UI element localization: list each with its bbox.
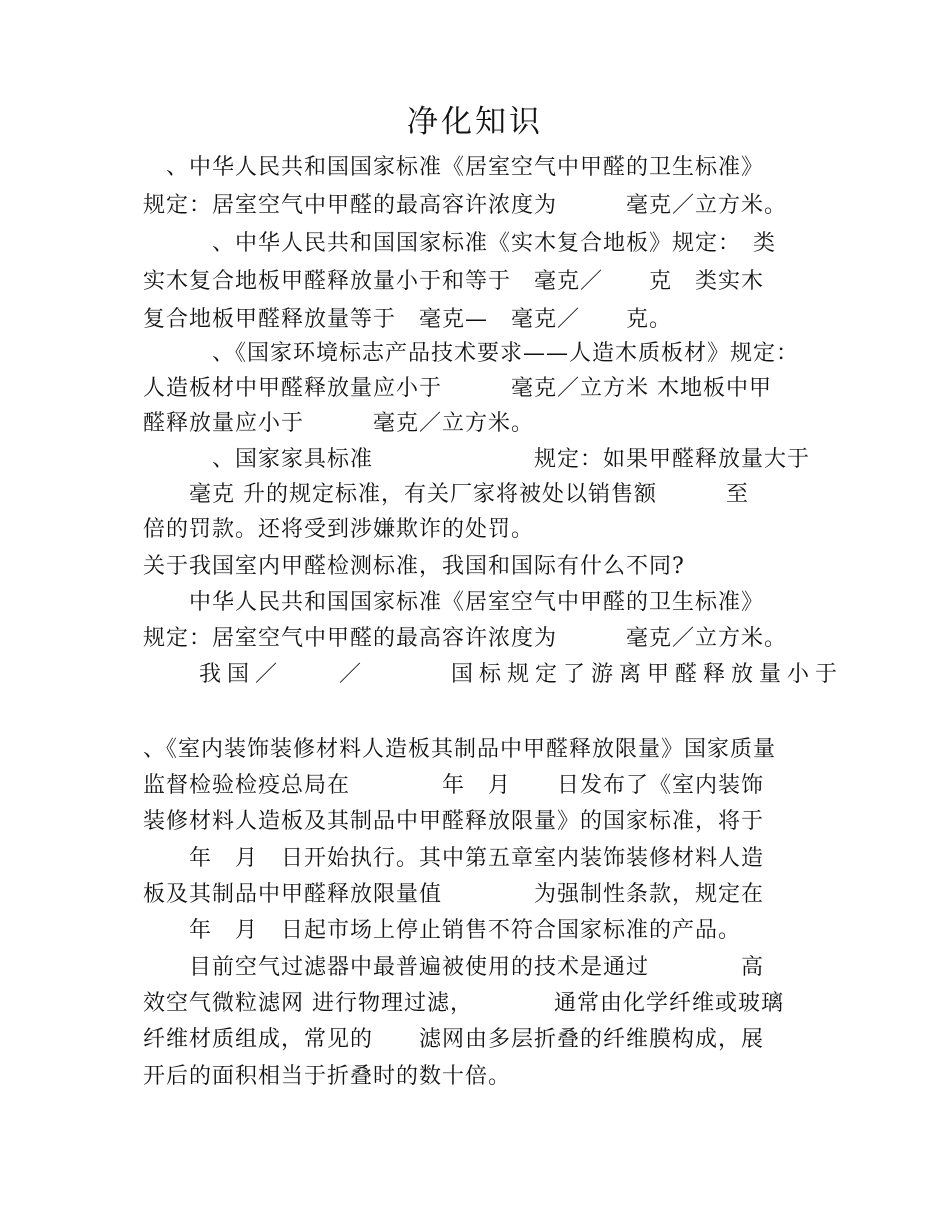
text-line: 我国／ ／ 国标规定了游离甲醛释放量小于 — [143, 662, 844, 687]
text-line: 效空气微粒滤网 进行物理过滤， 通常由化学纤维或玻璃 — [143, 991, 784, 1016]
text-line: 板及其制品中甲醛释放限量值 为强制性条款，规定在 — [143, 882, 765, 907]
text-line: 实木复合地板甲醛释放量小于和等于 毫克／ 克 类实木 — [143, 269, 765, 294]
text-line: 规定：居室空气中甲醛的最高容许浓度为 毫克／立方米。 — [143, 626, 788, 651]
text-line: 醛释放量应小于 毫克／立方米。 — [143, 411, 535, 436]
text-line: 关于我国室内甲醛检测标准，我国和国际有什么不同? — [143, 554, 685, 579]
text-line: 毫克 升的规定标准，有关厂家将被处以销售额 至 — [143, 482, 749, 507]
text-line: 规定：居室空气中甲醛的最高容许浓度为 毫克／立方米。 — [143, 193, 788, 218]
text-line: 倍的罚款。还将受到涉嫌欺诈的处罚。 — [143, 517, 535, 542]
text-line: 开后的面积相当于折叠时的数十倍。 — [143, 1064, 512, 1089]
text-line: 纤维材质组成，常见的 滤网由多层折叠的纤维膜构成，展 — [143, 1027, 765, 1052]
text-line: 、国家家具标准 规定：如果甲醛释放量大于 — [143, 447, 811, 472]
text-line: 年 月 日开始执行。其中第五章室内装饰装修材料人造 — [143, 846, 765, 871]
page-title: 净化知识 — [407, 104, 543, 140]
text-line: 装修材料人造板及其制品中甲醛释放限量》的国家标准，将于 — [143, 809, 765, 834]
text-line: 、《室内装饰装修材料人造板其制品中甲醛释放限量》国家质量 — [143, 737, 777, 762]
text-line: 人造板材中甲醛释放量应小于 毫克／立方米 木地板中甲 — [143, 376, 772, 401]
text-line: 监督检验检疫总局在 年 月 日发布了《室内装饰 — [143, 773, 765, 798]
text-line: 、《国家环境标志产品技术要求——人造木质板材》规定： — [143, 341, 800, 366]
text-line: 年 月 日起市场上停止销售不符合国家标准的产品。 — [143, 918, 742, 943]
text-line: 中华人民共和国国家标准《居室空气中甲醛的卫生标准》 — [143, 590, 765, 615]
text-line: 、中华人民共和国国家标准《实木复合地板》规定： 类 — [143, 231, 777, 256]
text-line: 、中华人民共和国国家标准《居室空气中甲醛的卫生标准》 — [143, 155, 765, 180]
text-line: 复合地板甲醛释放量等于 毫克— 毫克／ 克。 — [143, 307, 673, 332]
text-line: 目前空气过滤器中最普遍被使用的技术是通过 高 — [143, 955, 765, 980]
